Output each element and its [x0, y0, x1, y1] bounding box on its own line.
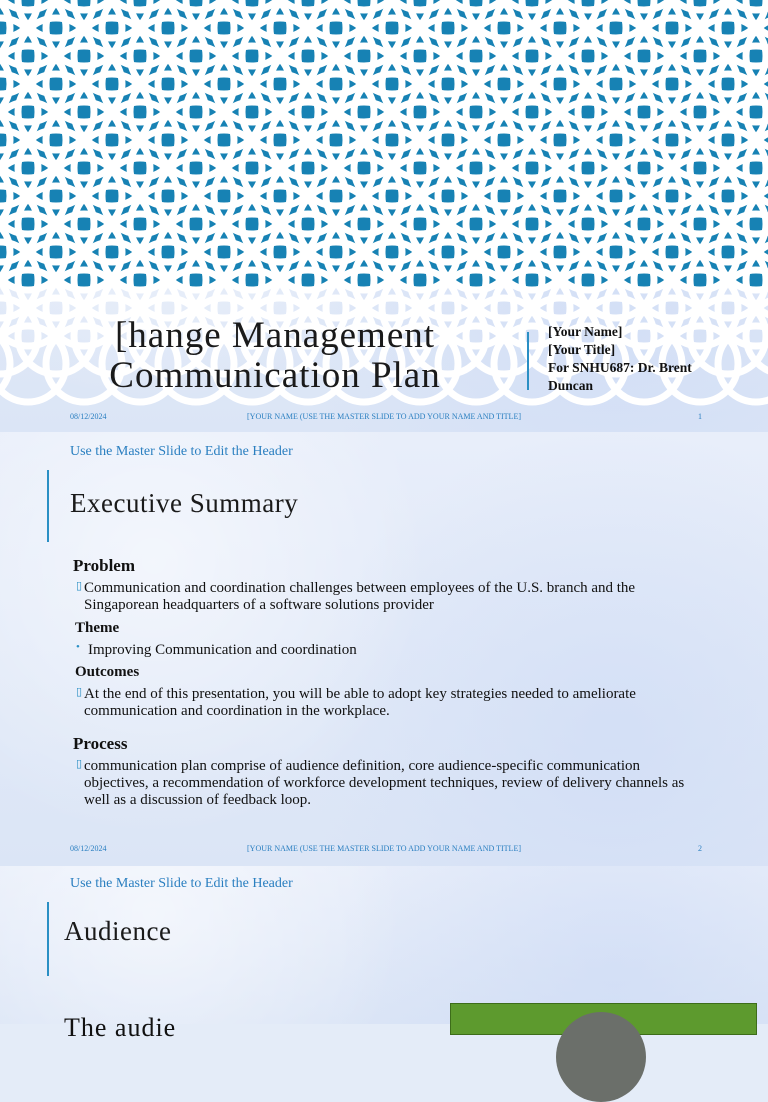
audience-text: The audie	[64, 1013, 177, 1042]
title-accent-bar	[47, 902, 49, 976]
bullet-icon: ▯	[76, 686, 83, 698]
footer-date: 08/12/2024	[70, 412, 107, 421]
slide-footer	[0, 844, 768, 858]
footer-date: 08/12/2024	[70, 844, 107, 853]
bullet-dot-icon: •	[76, 641, 80, 653]
problem-line-1: Communication and coordination challenges between employees of the U.S. branch and the	[84, 580, 636, 596]
subtitle-title: [Your Title]	[548, 342, 616, 357]
slide-title: Audience	[64, 916, 172, 946]
header-placeholder-link[interactable]: Use the Master Slide to Edit the Header	[70, 444, 293, 459]
process-line-2: objectives, a recommendation of workforce development techniques, review of delivery channels as	[84, 775, 685, 791]
process-line-1: communication plan comprise of audience definition, core audience-specific communication	[84, 758, 641, 774]
subtitle-block	[548, 323, 748, 395]
slide-1	[0, 0, 768, 432]
process-line-3: well as a discussion of feedback loop.	[84, 792, 312, 808]
subtitle-name: [Your Name]	[548, 324, 623, 339]
circle-pattern-banner	[0, 0, 768, 288]
bullet-icon: ▯	[76, 580, 83, 592]
outcomes-line-2: communication and coordination in the workplace.	[84, 703, 390, 719]
title-accent-bar	[47, 470, 49, 542]
subtitle-instructor: Duncan	[548, 378, 594, 393]
slide-title	[70, 316, 480, 396]
footer-name: [YOUR NAME (USE THE MASTER SLIDE TO ADD YOUR NAME AND TITLE]	[247, 844, 521, 853]
title-divider	[527, 332, 529, 390]
title-line-1: [hange Management	[114, 315, 436, 356]
slide-2	[0, 432, 768, 866]
title-line-2: Communication Plan	[109, 355, 441, 396]
process-heading: Process	[73, 734, 128, 753]
problem-heading: Problem	[73, 556, 136, 575]
outcomes-heading: Outcomes	[75, 664, 140, 680]
footer-page-number: 1	[698, 412, 702, 421]
slide-3	[0, 866, 768, 1042]
footer-name: [YOUR NAME (USE THE MASTER SLIDE TO ADD YOUR NAME AND TITLE]	[247, 412, 521, 421]
slide-title: Executive Summary	[70, 488, 299, 518]
theme-heading: Theme	[75, 620, 120, 636]
problem-line-2: Singaporean headquarters of a software solutions provider	[84, 597, 434, 613]
footer-page-number: 2	[698, 844, 702, 853]
header-placeholder-link[interactable]: Use the Master Slide to Edit the Header	[70, 876, 293, 891]
audience-photo	[450, 1003, 757, 1035]
theme-text: Improving Communication and coordination	[88, 642, 357, 658]
photo-object	[556, 1012, 646, 1102]
outcomes-line-1: At the end of this presentation, you will be able to adopt key strategies needed to ameliorate	[84, 686, 636, 702]
slide-footer	[0, 412, 768, 426]
subtitle-course: For SNHU687: Dr. Brent	[548, 360, 692, 375]
bullet-icon: ▯	[76, 758, 83, 770]
